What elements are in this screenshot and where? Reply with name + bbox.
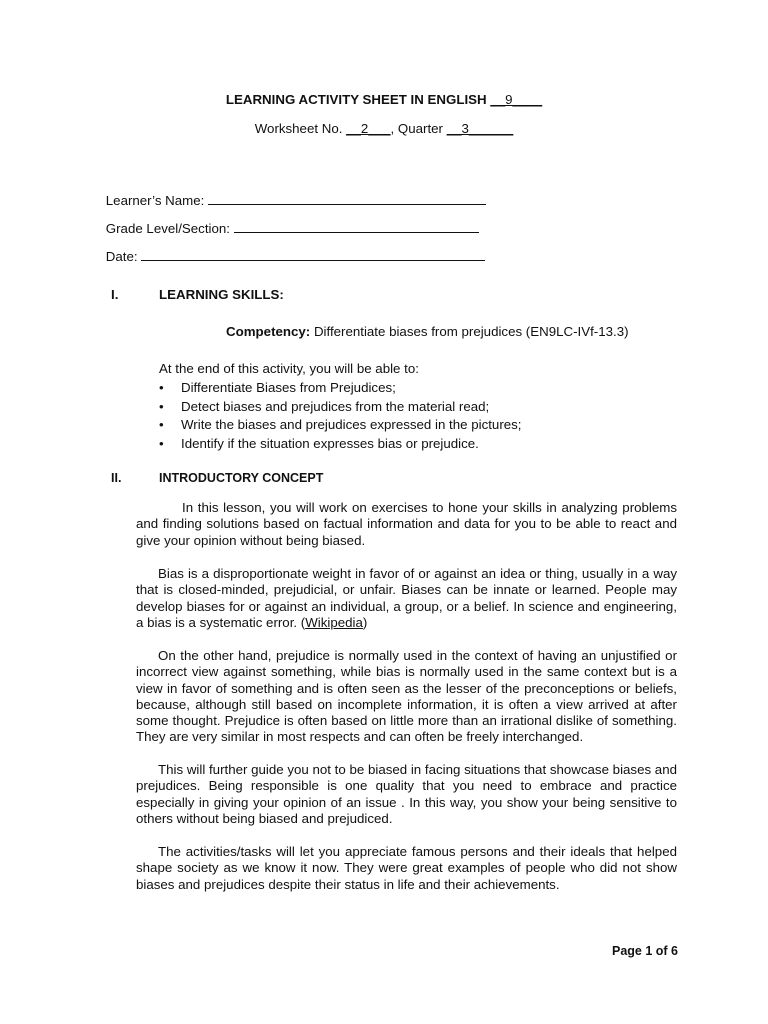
objective-text: Detect biases and prejudices from the material read; [181,398,490,414]
section-2-title: INTRODUCTORY CONCEPT [159,471,324,485]
bullet-icon: • [159,380,164,395]
section-1-title: LEARNING SKILLS: [159,287,284,302]
worksheet-subtitle [0,121,768,136]
learner-name-label: Learner’s Name: [105,193,205,208]
quarter-label: , Quarter [390,121,443,136]
paragraph-3-text: On the other hand, prejudice is normally used in the context of having an unjustified or incorrect view against something, while bias is normally used in the same context but is a view in favor of something and is often seen as the lesser of the preconceptions or beliefs, because, although still based on incomplete information, it is often a view arrived at after some thought. Prejudice is often based on little more than an irrational dislike of something. They are very similar in most respects and can often be freely interchanged. [136,648,677,745]
learner-name-line[interactable] [208,193,486,205]
paragraph-5-text: The activities/tasks will let you appreciate famous persons and their ideals that helped shape society as we know it now. They were great examples of people who did not show biases and prejudices despite their status in life and their achievements. [136,844,677,892]
objective-text: Identify if the situation expresses bias or prejudice. [181,435,479,451]
list-item [159,435,522,454]
objectives-lead: At the end of this activity, you will be able to: [159,361,419,376]
objective-text: Differentiate Biases from Prejudices; [181,380,396,395]
worksheet-title [0,92,768,107]
section-1-number: I. [111,287,119,302]
paragraph-2-end: ) [362,614,368,630]
bullet-icon: • [159,417,164,432]
date-line[interactable] [141,249,485,261]
paragraph-1-text: In this lesson, you will work on exercises to hone your skills in analyzing problems and finding solutions based on factual information and data for you to be able to react and give your opinion without being biased. [136,500,677,548]
paragraph-2-text: Bias is a disproportionate weight in favor of or against an idea or thing, usually in a way that is closed-minded, prejudicial, or unfair. Biases can be innate or learned. People may develop biases for or against an individual, a group, or a belief. In science and engineering, a bias is a systematic error. ( [136,566,677,630]
page-number: Page 1 of 6 [612,944,678,958]
section-2-number: II. [111,471,122,485]
paragraph-1 [136,500,677,549]
paragraph-4-text: This will further guide you not to be biased in facing situations that showcase biases and prejudices. Being responsible is one quality that you need to embrace and practice especially in giving your opinion of an issue . In this way, you show your being sensitive to others without being biased and prejudiced. [136,762,677,826]
grade-section-label: Grade Level/Section: [105,221,230,236]
worksheet-number-label: Worksheet No. [254,121,343,136]
grade-blank: __9____ [490,92,543,107]
paragraph-3 [136,648,677,746]
list-item [159,416,522,435]
paragraph-2 [136,566,677,631]
list-item [159,379,522,398]
paragraph-4 [136,762,677,827]
date-field [91,234,485,279]
competency-label: Competency: [226,324,311,339]
title-text: LEARNING ACTIVITY SHEET IN ENGLISH [225,92,487,107]
objective-text: Write the biases and prejudices expressed in the pictures; [181,417,522,432]
quarter-value: __3______ [446,121,514,136]
bullet-icon: • [159,398,164,414]
bullet-icon: • [159,435,164,451]
worksheet-number-value: __2___ [346,121,391,136]
competency-line [226,324,629,339]
grade-section-line[interactable] [234,221,479,233]
list-item [159,398,522,417]
date-label: Date: [105,249,138,264]
objectives-list [159,379,522,453]
competency-text: Differentiate biases from prejudices (EN9LC-IVf-13.3) [313,324,629,339]
paragraph-5 [136,844,677,893]
wikipedia-link[interactable]: Wikipedia [305,614,363,630]
